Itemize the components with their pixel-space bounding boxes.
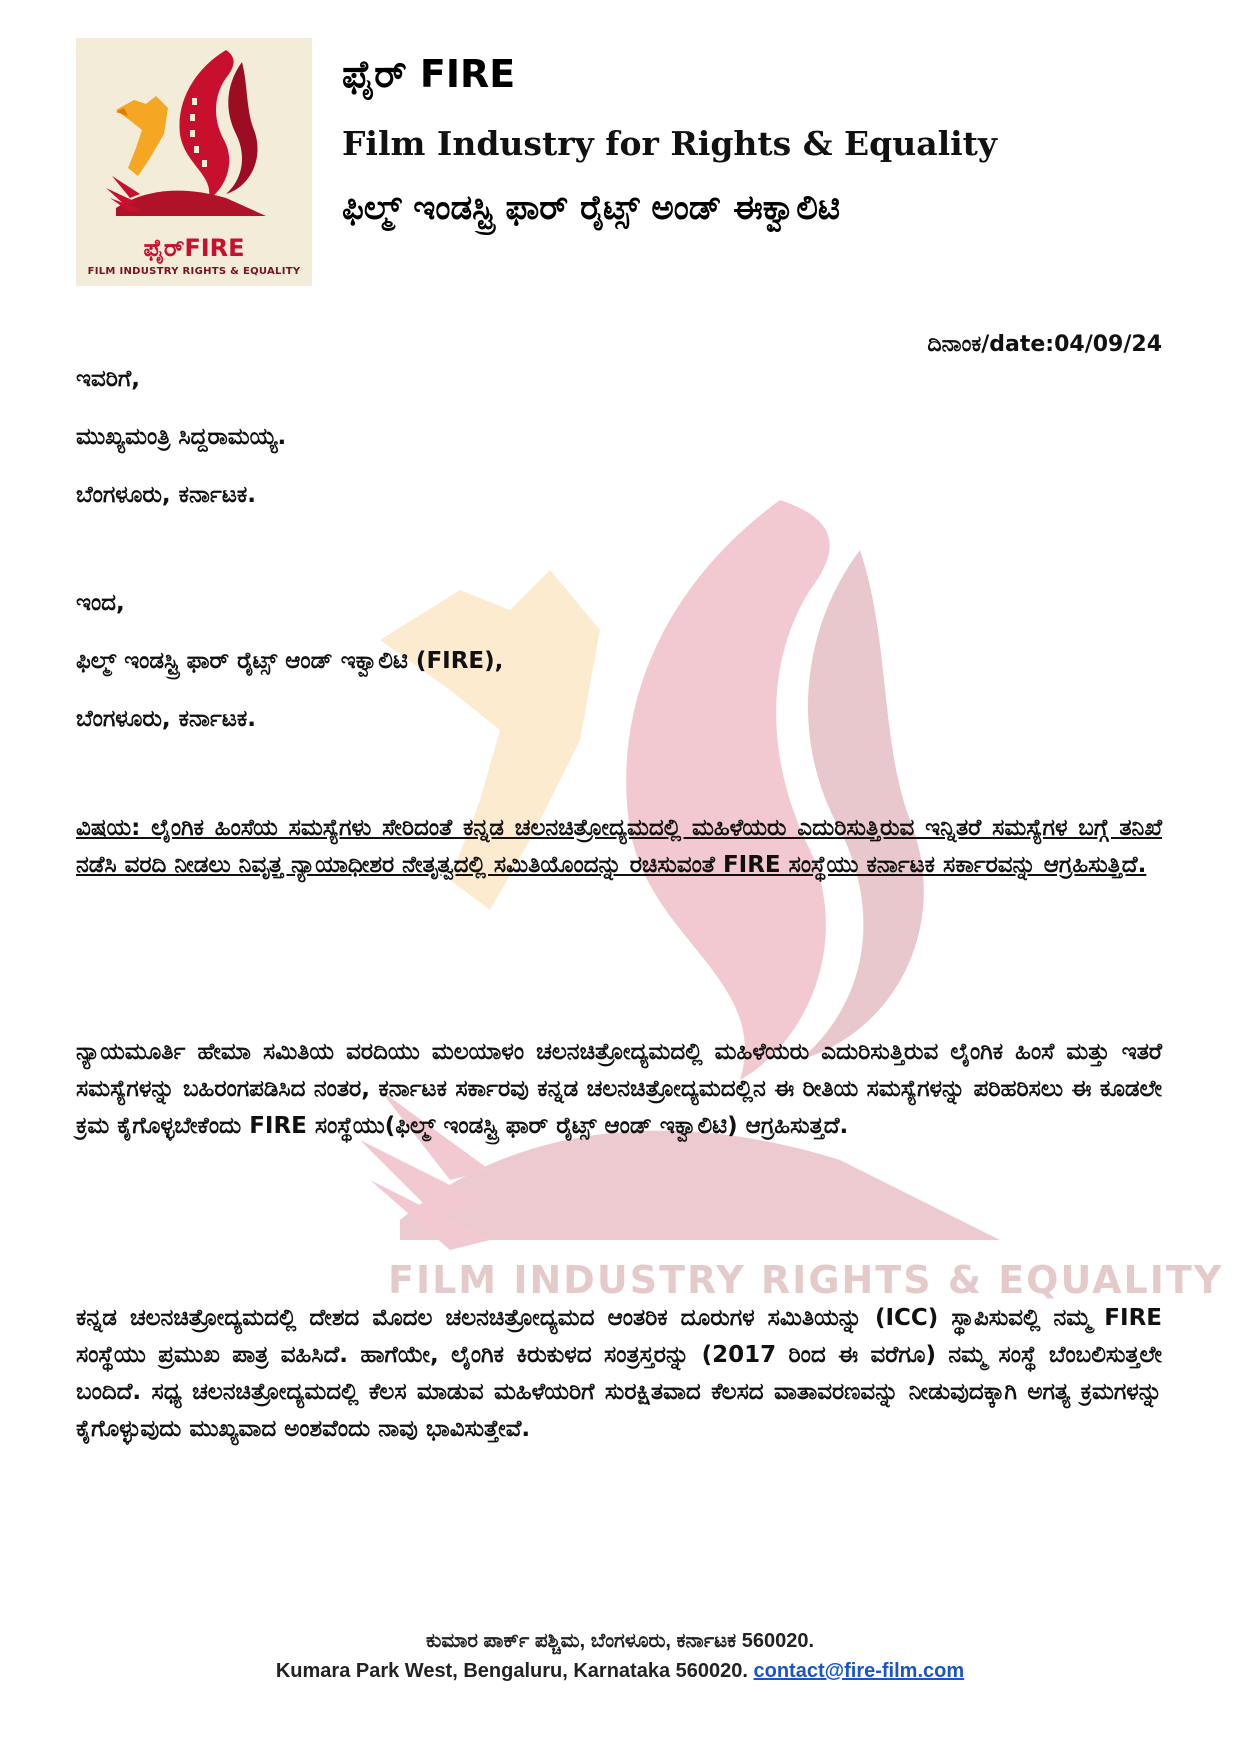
contact-email-link[interactable]: contact@fire-film.com [753, 1660, 965, 1682]
logo-word: ಫೈರ್FIRE [143, 234, 245, 262]
footer-address-kannada: ಕುಮಾರ ಪಾರ್ಕ್ ಪಶ್ಚಿಮ, ಬೆಂಗಳೂರು, ಕರ್ನಾಟಕ 560020. [425, 1630, 814, 1652]
logo-tagline: FILM INDUSTRY RIGHTS & EQUALITY [87, 266, 301, 277]
watermark-text: FILM INDUSTRY RIGHTS & EQUALITY [388, 1258, 1224, 1302]
from-sender: ಫಿಲ್ಮ್ ಇಂಡಸ್ಟ್ರಿ ಫಾರ್ ರೈಟ್ಸ್ ಆಂಡ್ ಇಕ್ವಾಲಿಟಿ (FIRE), [76, 648, 504, 674]
fire-logo [76, 38, 312, 286]
to-location: ಬೆಂಗಳೂರು, ಕರ್ನಾಟಕ. [76, 482, 256, 508]
body-paragraph-2: ಕನ್ನಡ ಚಲನಚಿತ್ರೋದ್ಯಮದಲ್ಲಿ ದೇಶದ ಮೊದಲ ಚಲನಚಿತ್ರೋದ್ಯಮದ ಆಂತರಿಕ ದೂರುಗಳ ಸಮಿತಿಯನ್ನು (ICC) ಸ್ಥಾಪಿಸುವಲ್ಲಿ ನಮ್ಮ FIRE ಸಂಸ್ಥೆಯು ಪ್ರಮುಖ ಪಾತ್ರ ವಹಿಸಿದೆ. ಹಾಗೆಯೇ, ಲೈಂಗಿಕ ಕಿರುಕುಳದ ಸಂತ್ರಸ್ತರನ್ನು (2017 ರಿಂದ ಈ ವರೆಗೂ) ನಮ್ಮ ಸಂಸ್ಥೆ ಬೆಂಬಲಿಸುತ್ತಲೇ ಬಂದಿದೆ. ಸಧ್ಯ ಚಲನಚಿತ್ರೋದ್ಯಮದಲ್ಲಿ ಕೆಲಸ ಮಾಡುವ ಮಹಿಳೆಯರಿಗೆ ಸುರಕ್ಷಿತವಾದ ಕೆಲಸದ ವಾತಾವರಣವನ್ನು ನೀಡುವುದಕ್ಕಾಗಿ ಅಗತ್ಯ ಕ್ರಮಗಳನ್ನು ಕೈಗೊಳ್ಳುವುದು ಮುಖ್ಯವಾದ ಅಂಶವೆಂದು ನಾವು ಭಾವಿಸುತ್ತೇವೆ. [76, 1305, 1162, 1442]
org-subtitle: Film Industry for Rights & Equality [342, 124, 998, 163]
body-paragraph-1: ನ್ಯಾಯಮೂರ್ತಿ ಹೇಮಾ ಸಮಿತಿಯ ವರದಿಯು ಮಲಯಾಳಂ ಚಲನಚಿತ್ರೋದ್ಯಮದಲ್ಲಿ ಮಹಿಳೆಯರು ಎದುರಿಸುತ್ತಿರುವ ಲೈಂಗಿಕ ಹಿಂಸೆ ಮತ್ತು ಇತರೆ ಸಮಸ್ಯೆಗಳನ್ನು ಬಹಿರಂಗಪಡಿಸಿದ ನಂತರ, ಕರ್ನಾಟಕ ಸರ್ಕಾರವು ಕನ್ನಡ ಚಲನಚಿತ್ರೋದ್ಯಮದಲ್ಲಿನ ಈ ರೀತಿಯ ಸಮಸ್ಯೆಗಳನ್ನು ಪರಿಹರಿಸಲು ಈ ಕೂಡಲೇ ಕ್ರಮ ಕೈಗೊಳ್ಳಬೇಕೆಂದು FIRE ಸಂಸ್ಥೆಯು(ಫಿಲ್ಮ್ ಇಂಡಸ್ಟ್ರಿ ಫಾರ್ ರೈಟ್ಸ್ ಆಂಡ್ ಇಕ್ವಾಲಿಟಿ) ಆಗ್ರಹಿಸುತ್ತದೆ. [76, 1039, 1162, 1139]
to-recipient: ಮುಖ್ಯಮಂತ್ರಿ ಸಿದ್ದರಾಮಯ್ಯ. [76, 424, 287, 450]
letter-date: ದಿನಾಂಕ/date:04/09/24 [927, 332, 1162, 357]
footer-address-text: Kumara Park West, Bengaluru, Karnataka 560020. [275, 1660, 748, 1682]
phoenix-icon [76, 38, 312, 238]
letter-subject: ವಿಷಯ: ಲೈಂಗಿಕ ಹಿಂಸೆಯ ಸಮಸ್ಯೆಗಳು ಸೇರಿದಂತೆ ಕನ್ನಡ ಚಲನಚಿತ್ರೋದ್ಯಮದಲ್ಲಿ ಮಹಿಳೆಯರು ಎದುರಿಸುತ್ತಿರುವ ಇನ್ನಿತರೆ ಸಮಸ್ಯೆಗಳ ಬಗ್ಗೆ ತನಿಖೆ ನಡೆಸಿ ವರದಿ ನೀಡಲು ನಿವೃತ್ತ ನ್ಯಾಯಾಧೀಶರ ನೇತೃತ್ವದಲ್ಲಿ ಸಮಿತಿಯೊಂದನ್ನು ರಚಿಸುವಂತೆ FIRE ಸಂಸ್ಥೆಯು ಕರ್ನಾಟಕ ಸರ್ಕಾರವನ್ನು ಆಗ್ರಹಿಸುತ್ತಿದೆ. [76, 815, 1162, 878]
from-location: ಬೆಂಗಳೂರು, ಕರ್ನಾಟಕ. [76, 706, 256, 732]
watermark-logo [340, 480, 1040, 1310]
to-salutation: ಇವರಿಗೆ, [76, 366, 140, 392]
footer-address-english [0, 1660, 1240, 1683]
org-kannada-name: ಫಿಲ್ಮ್ ಇಂಡಸ್ಟ್ರಿ ಫಾರ್ ರೈಟ್ಸ್ ಅಂಡ್ ಈಕ್ವಾಲಿಟಿ [342, 188, 841, 228]
org-title: ಫೈರ್ FIRE [342, 52, 516, 96]
from-label: ಇಂದ, [76, 590, 125, 616]
